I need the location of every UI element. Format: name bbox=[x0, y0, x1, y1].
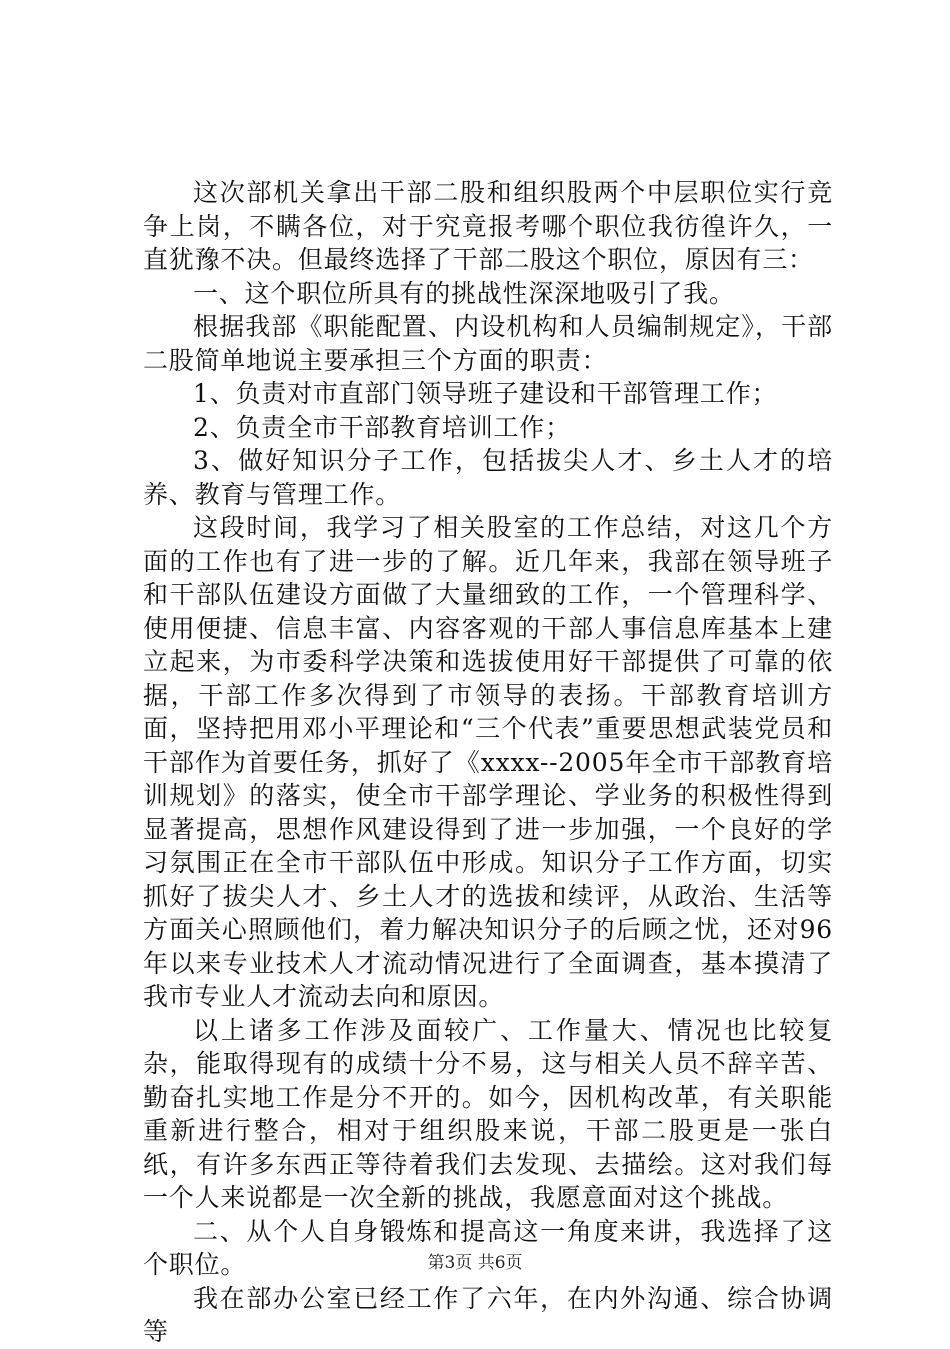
body-text bbox=[143, 176, 833, 1349]
paragraph: 这次部机关拿出干部二股和组织股两个中层职位实行竞争上岗，不瞒各位，对于究竟报考哪个职位我彷徨许久，一直犹豫不决。但最终选择了干部二股这个职位，原因有三： bbox=[143, 178, 833, 274]
paragraph: 以上诸多工作涉及面较广、工作量大、情况也比较复杂，能取得现有的成绩十分不易，这与相关人员不辞辛苦、勤奋扎实地工作是分不开的。如今，因机构改革，有关职能重新进行整合，相对于组织股来说，干部二股更是一张白纸，有许多东西正等待着我们去发现、去描绘。这对我们每一个人来说都是一次全新的挑战，我愿意面对这个挑战。 bbox=[143, 1015, 833, 1212]
page-footer: 第3页 共6页 bbox=[427, 1253, 523, 1273]
list-item: 2、负责全市干部教育培训工作； bbox=[193, 412, 571, 442]
section-heading: 一、这个职位所具有的挑战性深深地吸引了我。 bbox=[193, 278, 735, 308]
paragraph: 根据我部《职能配置、内设机构和人员编制规定》，干部二股简单地说主要承担三个方面的职责： bbox=[143, 312, 833, 375]
list-item: 3、做好知识分子工作，包括拔尖人才、乡土人才的培养、教育与管理工作。 bbox=[143, 446, 833, 509]
paragraph: 这段时间，我学习了相关股室的工作总结，对这几个方面的工作也有了进一步的了解。近几年来，我部在领导班子和干部队伍建设方面做了大量细致的工作，一个管理科学、使用便捷、信息丰富、内容客观的干部人事信息库基本上建立起来，为市委科学决策和选拔使用好干部提供了可靠的依据，干部工作多次得到了市领导的表扬。干部教育培训方面，坚持把用邓小平理论和“三个代表”重要思想武装党员和干部作为首要任务，抓好了《xxxx--2005年全市干部教育培训规划》的落实，使全市干部学理论、学业务的积极性得到显著提高，思想作风建设得到了进一步加强，一个良好的学习氛围正在全市干部队伍中形成。知识分子工作方面，切实抓好了拔尖人才、乡土人才的选拔和续评，从政治、生活等方面关心照顾他们，着力解决知识分子的后顾之忧，还对96年以来专业技术人才流动情况进行了全面调查，基本摸清了我市专业人才流动去向和原因。 bbox=[143, 513, 833, 1011]
list-item: 1、负责对市直部门领导班子建设和干部管理工作； bbox=[193, 379, 778, 408]
section-heading: 二、从个人自身锻炼和提高这一角度来讲，我选择了这个职位。 bbox=[143, 1216, 833, 1279]
paragraph: 我在部办公室已经工作了六年，在内外沟通、综合协调等 bbox=[143, 1283, 833, 1346]
